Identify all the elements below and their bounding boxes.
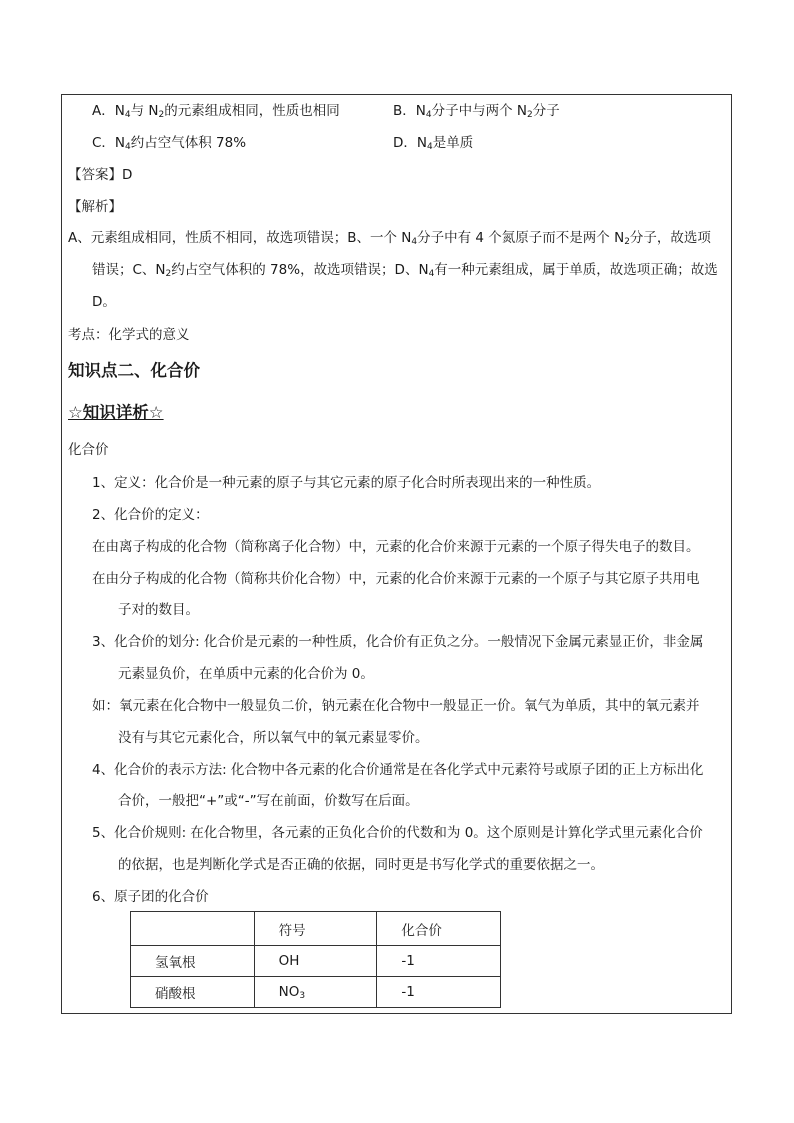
item-2: 2、化合价的定义：: [92, 507, 209, 523]
row-symbol: OH: [254, 946, 377, 977]
item-3-line-1: 3、化合价的划分: 化合价是元素的一种性质，化合价有正负之分。一般情况下金属元素显正价，非金属: [92, 634, 704, 650]
item-3-line-2: 元素显负价，在单质中元素的化合价为 0。: [118, 666, 374, 682]
row-valence: -1: [377, 977, 501, 1008]
analysis-line-2: 错误；C、$N_2$约占空气体积的 78%，故选项错误；D、$N_4$有一种元素组成，属于单质，故选项正确；故选: [92, 262, 718, 279]
answer: 【答案】D: [68, 167, 133, 183]
item-5-line-1: 5、化合价规则: 在化合物里，各元素的正负化合价的代数和为 0。这个原则是计算化学式里元素化合价: [92, 825, 703, 841]
exam-point: 考点：化学式的意义: [68, 327, 190, 343]
table-header-name: [131, 912, 255, 946]
radical-valence-table: [130, 911, 501, 1008]
item-5-line-2: 的依据，也是判断化学式是否正确的依据，同时更是书写化学式的重要依据之一。: [118, 857, 604, 873]
analysis-line-3: D。: [92, 294, 116, 310]
row-name: 氢氧根: [131, 946, 255, 977]
option-c: C．$N_4$约占空气体积 78%: [92, 135, 247, 152]
subsection-title: ☆知识详析☆: [68, 403, 164, 422]
analysis-line-1: A、元素组成相同，性质不相同，故选项错误；B、一个 $N_4$分子中有 4 个氮原子而不是两个 $N_2$分子，故选项: [68, 230, 711, 247]
item-2-covalent-1: 在由分子构成的化合物（简称共价化合物）中，元素的化合价来源于元素的一个原子与其它原子共用电: [92, 571, 700, 587]
section-title: 知识点二、化合价: [68, 361, 200, 380]
row-valence: -1: [377, 946, 501, 977]
option-d: D．$N_4$是单质: [393, 135, 474, 152]
item-4-line-1: 4、化合价的表示方法: 化合物中各元素的化合价通常是在各化学式中元素符号或原子团的正上方标出化: [92, 762, 704, 778]
topic-heading: 化合价: [68, 442, 109, 458]
item-6: 6、原子团的化合价: [92, 889, 209, 905]
option-a: A．$N_4$与 $N_2$的元素组成相同，性质也相同: [92, 103, 340, 120]
item-2-ionic: 在由离子构成的化合物（简称离子化合物）中，元素的化合价来源于元素的一个原子得失电子的数目。: [92, 539, 700, 555]
row-symbol: $NO_3$: [254, 977, 377, 1008]
table-header-row: [131, 912, 501, 946]
example-line-1: 如：氧元素在化合物中一般显负二价，钠元素在化合物中一般显正一价。氧气为单质，其中的氧元素并: [92, 698, 700, 714]
table-row: [131, 946, 501, 977]
example-line-2: 没有与其它元素化合，所以氧气中的氧元素显零价。: [118, 730, 429, 746]
item-4-line-2: 合价，一般把“+”或“-”写在前面，价数写在后面。: [118, 793, 419, 809]
table-row: [131, 977, 501, 1008]
row-name: 硝酸根: [131, 977, 255, 1008]
option-b: B．$N_4$分子中与两个 $N_2$分子: [393, 103, 560, 120]
item-2-covalent-2: 子对的数目。: [118, 602, 199, 618]
table-header-valence: 化合价: [377, 912, 501, 946]
item-1: 1、定义：化合价是一种元素的原子与其它元素的原子化合时所表现出来的一种性质。: [92, 475, 601, 491]
table-header-symbol: 符号: [254, 912, 377, 946]
analysis-label: 【解析】: [68, 199, 122, 215]
